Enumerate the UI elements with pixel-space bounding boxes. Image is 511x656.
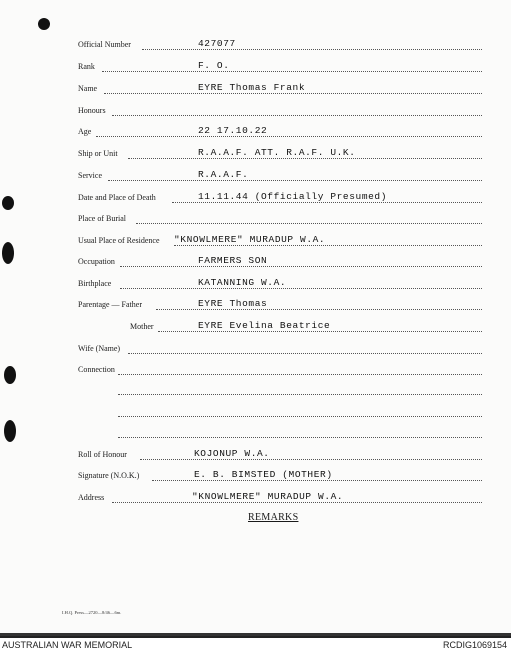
birthplace-row	[0, 279, 511, 293]
connection-row	[0, 365, 511, 379]
occupation-row	[0, 257, 511, 271]
official-number-value: 427077	[198, 38, 236, 49]
rank-label: Rank	[78, 62, 95, 71]
service-label: Service	[78, 171, 102, 180]
connection-extra-line	[118, 394, 482, 395]
address-label: Address	[78, 493, 105, 502]
official-number-label: Official Number	[78, 40, 131, 49]
roll-label: Roll of Honour	[78, 450, 127, 459]
address-row	[0, 493, 511, 507]
burial-row	[0, 214, 511, 228]
archive-name: AUSTRALIAN WAR MEMORIAL	[2, 640, 133, 650]
address-value: "KNOWLMERE" MURADUP W.A.	[192, 491, 344, 502]
roll-value: KOJONUP W.A.	[194, 448, 270, 459]
ship-or-unit-label: Ship or Unit	[78, 149, 118, 158]
ship-or-unit-value: R.A.A.F. ATT. R.A.F. U.K.	[198, 147, 356, 158]
father-value: EYRE Thomas	[198, 298, 268, 309]
dotted-line	[102, 71, 482, 72]
dotted-line	[96, 136, 482, 137]
burial-label: Place of Burial	[78, 214, 126, 223]
mother-value: EYRE Evelina Beatrice	[198, 320, 331, 331]
connection-extra-line	[118, 437, 482, 438]
death-label: Date and Place of Death	[78, 193, 156, 202]
name-value: EYRE Thomas Frank	[198, 82, 306, 93]
name-row	[0, 84, 511, 98]
honours-label: Honours	[78, 106, 106, 115]
mother-label: Mother	[130, 322, 154, 331]
dotted-line	[174, 245, 482, 246]
dotted-line	[140, 459, 482, 460]
dotted-line	[118, 374, 482, 375]
dotted-line	[158, 331, 482, 332]
connection-label: Connection	[78, 365, 115, 374]
roll-row	[0, 450, 511, 464]
dotted-line	[172, 202, 482, 203]
archive-reference: RCDIG1069154	[442, 640, 507, 650]
name-label: Name	[78, 84, 98, 93]
residence-value: "KNOWLMERE" MURADUP W.A.	[174, 234, 326, 245]
punch-hole-top	[38, 18, 50, 30]
ship-or-unit-row	[0, 149, 511, 163]
dotted-line	[156, 309, 482, 310]
official-number-row	[0, 40, 511, 54]
death-value: 11.11.44 (Officially Presumed)	[198, 191, 388, 202]
wife-row	[0, 344, 511, 358]
age-row	[0, 127, 511, 141]
dotted-line	[120, 288, 482, 289]
signature-label: Signature (N.O.K.)	[78, 471, 140, 480]
dotted-line	[112, 115, 482, 116]
dotted-line	[112, 502, 482, 503]
honours-row	[0, 106, 511, 120]
wife-label: Wife (Name)	[78, 344, 121, 353]
printer-imprint: I.H.Q. Press—2720—8/46—6m.	[62, 610, 122, 615]
death-row	[0, 193, 511, 207]
dotted-line	[128, 353, 482, 354]
dotted-line	[142, 49, 482, 50]
age-label: Age	[78, 127, 92, 136]
birthplace-label: Birthplace	[78, 279, 112, 288]
residence-row	[0, 236, 511, 250]
service-value: R.A.A.F.	[198, 169, 249, 180]
occupation-label: Occupation	[78, 257, 115, 266]
residence-label: Usual Place of Residence	[78, 236, 160, 245]
dotted-line	[128, 158, 482, 159]
dotted-line	[104, 93, 482, 94]
father-row	[0, 300, 511, 314]
dotted-line	[108, 180, 482, 181]
birthplace-value: KATANNING W.A.	[198, 277, 287, 288]
dotted-line	[120, 266, 482, 267]
signature-row	[0, 471, 511, 485]
rank-value: F. O.	[198, 60, 230, 71]
age-value: 22 17.10.22	[198, 125, 268, 136]
father-label: Parentage — Father	[78, 300, 142, 309]
dotted-line	[152, 480, 482, 481]
dotted-line	[136, 223, 482, 224]
signature-value: E. B. BIMSTED (MOTHER)	[194, 469, 333, 480]
service-row	[0, 171, 511, 185]
remarks-heading: REMARKS	[248, 512, 299, 523]
connection-extra-line	[118, 416, 482, 417]
mother-row	[0, 322, 511, 336]
occupation-value: FARMERS SON	[198, 255, 268, 266]
rank-row	[0, 62, 511, 76]
punch-hole-bottom	[4, 420, 16, 442]
